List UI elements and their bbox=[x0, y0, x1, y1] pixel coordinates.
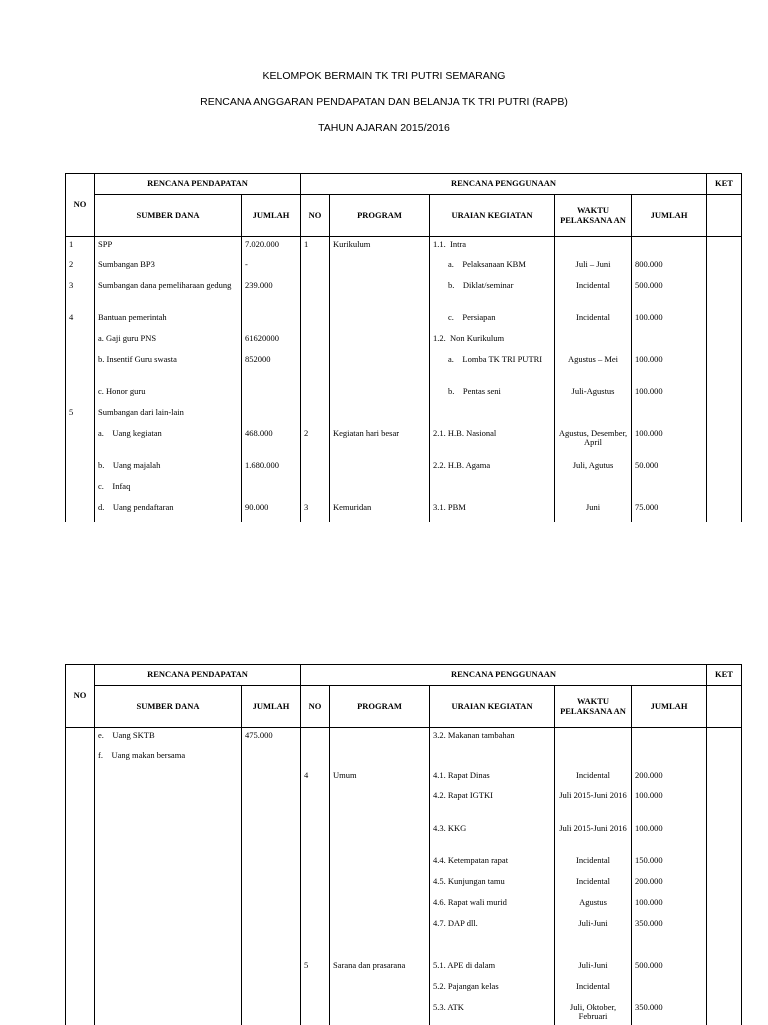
cell-no bbox=[66, 769, 95, 789]
cell-jumlah: 61620000 bbox=[242, 332, 301, 353]
cell-jumlah bbox=[242, 311, 301, 332]
cell-jumlah: 852000 bbox=[242, 353, 301, 385]
cell-jumlah: 90.000 bbox=[242, 501, 301, 522]
cell-ket bbox=[707, 427, 742, 459]
col-no-2: NO bbox=[301, 195, 330, 237]
cell-waktu-pelaksanaan: Juli 2015-Juni 2016 bbox=[555, 789, 632, 822]
cell-jumlah-penggunaan: 800.000 bbox=[632, 258, 707, 279]
cell-uraian-kegiatan: 1.2. Non Kurikulum bbox=[430, 332, 555, 353]
cell-waktu-pelaksanaan: Juli-Agustus bbox=[555, 385, 632, 406]
cell-jumlah bbox=[242, 769, 301, 789]
cell-ket bbox=[707, 406, 742, 427]
cell-program bbox=[330, 279, 430, 311]
cell-no: 2 bbox=[66, 258, 95, 279]
table-row bbox=[66, 406, 742, 427]
cell-uraian-kegiatan: 1.1. Intra bbox=[430, 237, 555, 258]
cell-jumlah: 475.000 bbox=[242, 728, 301, 749]
cell-sumber-dana bbox=[95, 875, 242, 896]
table-row bbox=[66, 427, 742, 459]
col-uraian-kegiatan: URAIAN KEGIATAN bbox=[430, 195, 555, 237]
cell-ket bbox=[707, 279, 742, 311]
cell-no: 3 bbox=[66, 279, 95, 311]
cell-uraian-kegiatan: 4.2. Rapat IGTKI bbox=[430, 789, 555, 822]
cell-jumlah bbox=[242, 959, 301, 980]
cell-jumlah bbox=[242, 980, 301, 1001]
col-no: NO bbox=[66, 174, 95, 237]
cell-uraian-kegiatan: 5.1. APE di dalam bbox=[430, 959, 555, 980]
cell-sumber-dana: b. Uang majalah bbox=[95, 459, 242, 480]
cell-program bbox=[330, 749, 430, 769]
cell-ket bbox=[707, 385, 742, 406]
cell-uraian-kegiatan: 4.5. Kunjungan tamu bbox=[430, 875, 555, 896]
cell-jumlah: - bbox=[242, 258, 301, 279]
cell-no-program bbox=[301, 749, 330, 769]
cell-jumlah-penggunaan bbox=[632, 980, 707, 1001]
cell-jumlah bbox=[242, 822, 301, 854]
cell-uraian-kegiatan: b. Pentas seni bbox=[430, 385, 555, 406]
cell-no-program: 5 bbox=[301, 959, 330, 980]
cell-ket bbox=[707, 311, 742, 332]
col-rencana-penggunaan: RENCANA PENGGUNAAN bbox=[301, 665, 707, 686]
cell-sumber-dana bbox=[95, 917, 242, 959]
cell-no bbox=[66, 789, 95, 822]
cell-sumber-dana: SPP bbox=[95, 237, 242, 258]
cell-uraian-kegiatan: 4.1. Rapat Dinas bbox=[430, 769, 555, 789]
cell-ket bbox=[707, 769, 742, 789]
cell-waktu-pelaksanaan bbox=[555, 237, 632, 258]
cell-jumlah-penggunaan: 50.000 bbox=[632, 459, 707, 480]
cell-waktu-pelaksanaan: Incidental bbox=[555, 875, 632, 896]
cell-jumlah-penggunaan: 200.000 bbox=[632, 769, 707, 789]
col-jumlah-2: JUMLAH bbox=[632, 195, 707, 237]
cell-no bbox=[66, 427, 95, 459]
cell-jumlah-penggunaan: 100.000 bbox=[632, 896, 707, 917]
cell-sumber-dana: a. Uang kegiatan bbox=[95, 427, 242, 459]
cell-sumber-dana bbox=[95, 769, 242, 789]
cell-program bbox=[330, 980, 430, 1001]
cell-ket bbox=[707, 332, 742, 353]
cell-jumlah bbox=[242, 1001, 301, 1025]
document-title-line2: RENCANA ANGGARAN PENDAPATAN DAN BELANJA TK TRI PUTRI (RAPB) bbox=[0, 96, 768, 108]
cell-sumber-dana bbox=[95, 980, 242, 1001]
cell-ket bbox=[707, 1001, 742, 1025]
cell-ket bbox=[707, 501, 742, 522]
table-row bbox=[66, 353, 742, 385]
cell-no-program bbox=[301, 459, 330, 480]
cell-no-program bbox=[301, 385, 330, 406]
table-row bbox=[66, 980, 742, 1001]
cell-no-program bbox=[301, 258, 330, 279]
cell-sumber-dana: b. Insentif Guru swasta bbox=[95, 353, 242, 385]
cell-ket bbox=[707, 875, 742, 896]
cell-ket bbox=[707, 896, 742, 917]
col-ket: KET bbox=[707, 174, 742, 195]
col-rencana-pendapatan: RENCANA PENDAPATAN bbox=[95, 665, 301, 686]
cell-waktu-pelaksanaan: Juli, Agutus bbox=[555, 459, 632, 480]
cell-waktu-pelaksanaan: Incidental bbox=[555, 980, 632, 1001]
cell-no bbox=[66, 353, 95, 385]
col-sumber-dana: SUMBER DANA bbox=[95, 686, 242, 728]
cell-no bbox=[66, 728, 95, 749]
cell-jumlah bbox=[242, 875, 301, 896]
cell-sumber-dana bbox=[95, 1001, 242, 1025]
cell-program bbox=[330, 353, 430, 385]
cell-waktu-pelaksanaan: Juli-Juni bbox=[555, 917, 632, 959]
document-title-line1: KELOMPOK BERMAIN TK TRI PUTRI SEMARANG bbox=[0, 70, 768, 82]
cell-program bbox=[330, 480, 430, 501]
cell-waktu-pelaksanaan bbox=[555, 749, 632, 769]
budget-table-page2 bbox=[65, 664, 742, 1025]
cell-program: Umum bbox=[330, 769, 430, 789]
cell-sumber-dana: c. Infaq bbox=[95, 480, 242, 501]
cell-no-program bbox=[301, 1001, 330, 1025]
cell-ket bbox=[707, 917, 742, 959]
cell-uraian-kegiatan: c. Persiapan bbox=[430, 311, 555, 332]
cell-jumlah-penggunaan bbox=[632, 749, 707, 769]
cell-ket bbox=[707, 353, 742, 385]
cell-uraian-kegiatan: 4.3. KKG bbox=[430, 822, 555, 854]
cell-no bbox=[66, 459, 95, 480]
cell-ket bbox=[707, 459, 742, 480]
cell-uraian-kegiatan: 3.2. Makanan tambahan bbox=[430, 728, 555, 749]
cell-jumlah bbox=[242, 385, 301, 406]
table-row bbox=[66, 749, 742, 769]
cell-jumlah-penggunaan bbox=[632, 728, 707, 749]
cell-uraian-kegiatan: 3.1. PBM bbox=[430, 501, 555, 522]
cell-ket bbox=[707, 237, 742, 258]
col-program: PROGRAM bbox=[330, 686, 430, 728]
cell-no bbox=[66, 980, 95, 1001]
table-row bbox=[66, 769, 742, 789]
cell-no-program bbox=[301, 480, 330, 501]
cell-no: 1 bbox=[66, 237, 95, 258]
cell-no bbox=[66, 385, 95, 406]
cell-sumber-dana bbox=[95, 959, 242, 980]
cell-program bbox=[330, 854, 430, 875]
cell-uraian-kegiatan: 2.1. H.B. Nasional bbox=[430, 427, 555, 459]
cell-ket bbox=[707, 980, 742, 1001]
cell-ket bbox=[707, 258, 742, 279]
cell-sumber-dana bbox=[95, 854, 242, 875]
cell-jumlah-penggunaan: 350.000 bbox=[632, 1001, 707, 1025]
col-program: PROGRAM bbox=[330, 195, 430, 237]
cell-no-program bbox=[301, 980, 330, 1001]
table-row bbox=[66, 917, 742, 959]
cell-jumlah-penggunaan: 100.000 bbox=[632, 311, 707, 332]
table-row bbox=[66, 258, 742, 279]
cell-ket bbox=[707, 789, 742, 822]
table-row bbox=[66, 728, 742, 749]
cell-program bbox=[330, 311, 430, 332]
cell-sumber-dana: f. Uang makan bersama bbox=[95, 749, 242, 769]
col-waktu-pelaksanaan: WAKTU PELAKSANA AN bbox=[555, 195, 632, 237]
cell-program bbox=[330, 789, 430, 822]
cell-ket bbox=[707, 854, 742, 875]
budget-table-page1 bbox=[65, 173, 742, 522]
cell-program bbox=[330, 332, 430, 353]
cell-waktu-pelaksanaan: Agustus – Mei bbox=[555, 353, 632, 385]
cell-waktu-pelaksanaan: Juni bbox=[555, 501, 632, 522]
cell-ket bbox=[707, 728, 742, 749]
cell-no-program bbox=[301, 854, 330, 875]
cell-jumlah-penggunaan bbox=[632, 332, 707, 353]
cell-sumber-dana bbox=[95, 822, 242, 854]
table-row bbox=[66, 1001, 742, 1025]
cell-uraian-kegiatan: 4.4. Ketempatan rapat bbox=[430, 854, 555, 875]
cell-no bbox=[66, 959, 95, 980]
cell-no bbox=[66, 480, 95, 501]
cell-program bbox=[330, 896, 430, 917]
cell-no-program bbox=[301, 896, 330, 917]
cell-no-program bbox=[301, 311, 330, 332]
cell-no-program: 1 bbox=[301, 237, 330, 258]
cell-program: Kurikulum bbox=[330, 237, 430, 258]
cell-no-program: 3 bbox=[301, 501, 330, 522]
cell-sumber-dana: a. Gaji guru PNS bbox=[95, 332, 242, 353]
cell-jumlah: 7.020.000 bbox=[242, 237, 301, 258]
cell-waktu-pelaksanaan: Incidental bbox=[555, 279, 632, 311]
cell-sumber-dana bbox=[95, 896, 242, 917]
cell-ket bbox=[707, 822, 742, 854]
cell-uraian-kegiatan bbox=[430, 749, 555, 769]
table-row bbox=[66, 237, 742, 258]
cell-no bbox=[66, 1001, 95, 1025]
cell-program: Kemuridan bbox=[330, 501, 430, 522]
cell-waktu-pelaksanaan: Juli-Juni bbox=[555, 959, 632, 980]
cell-program bbox=[330, 459, 430, 480]
cell-waktu-pelaksanaan bbox=[555, 728, 632, 749]
cell-program: Sarana dan prasarana bbox=[330, 959, 430, 980]
cell-waktu-pelaksanaan bbox=[555, 332, 632, 353]
cell-uraian-kegiatan: a. Pelaksanaan KBM bbox=[430, 258, 555, 279]
cell-jumlah-penggunaan: 100.000 bbox=[632, 353, 707, 385]
cell-jumlah-penggunaan bbox=[632, 480, 707, 501]
cell-no bbox=[66, 896, 95, 917]
cell-sumber-dana: Bantuan pemerintah bbox=[95, 311, 242, 332]
cell-no-program bbox=[301, 789, 330, 822]
cell-jumlah bbox=[242, 406, 301, 427]
cell-sumber-dana: Sumbangan BP3 bbox=[95, 258, 242, 279]
cell-waktu-pelaksanaan: Juli – Juni bbox=[555, 258, 632, 279]
cell-program bbox=[330, 875, 430, 896]
cell-ket bbox=[707, 480, 742, 501]
cell-jumlah-penggunaan: 100.000 bbox=[632, 822, 707, 854]
cell-no-program bbox=[301, 728, 330, 749]
cell-no-program: 2 bbox=[301, 427, 330, 459]
cell-no-program bbox=[301, 822, 330, 854]
cell-no bbox=[66, 501, 95, 522]
cell-no bbox=[66, 854, 95, 875]
cell-jumlah-penggunaan: 500.000 bbox=[632, 959, 707, 980]
cell-jumlah-penggunaan: 100.000 bbox=[632, 427, 707, 459]
cell-jumlah: 239.000 bbox=[242, 279, 301, 311]
cell-sumber-dana: c. Honor guru bbox=[95, 385, 242, 406]
col-no-2: NO bbox=[301, 686, 330, 728]
col-ket: KET bbox=[707, 665, 742, 686]
cell-no-program bbox=[301, 279, 330, 311]
col-jumlah: JUMLAH bbox=[242, 686, 301, 728]
cell-no-program bbox=[301, 332, 330, 353]
table-row bbox=[66, 279, 742, 311]
cell-uraian-kegiatan: b. Diklat/seminar bbox=[430, 279, 555, 311]
cell-no bbox=[66, 917, 95, 959]
cell-no bbox=[66, 822, 95, 854]
cell-jumlah: 1.680.000 bbox=[242, 459, 301, 480]
table-row bbox=[66, 789, 742, 822]
cell-no-program: 4 bbox=[301, 769, 330, 789]
cell-no: 5 bbox=[66, 406, 95, 427]
cell-uraian-kegiatan: 4.6. Rapat wali murid bbox=[430, 896, 555, 917]
table-row bbox=[66, 896, 742, 917]
cell-waktu-pelaksanaan: Agustus, Desember, April bbox=[555, 427, 632, 459]
cell-uraian-kegiatan: 2.2. H.B. Agama bbox=[430, 459, 555, 480]
col-sumber-dana: SUMBER DANA bbox=[95, 195, 242, 237]
cell-uraian-kegiatan: 5.3. ATK bbox=[430, 1001, 555, 1025]
table-row bbox=[66, 959, 742, 980]
cell-sumber-dana: Sumbangan dari lain-lain bbox=[95, 406, 242, 427]
cell-program bbox=[330, 822, 430, 854]
cell-waktu-pelaksanaan: Juli 2015-Juni 2016 bbox=[555, 822, 632, 854]
cell-jumlah bbox=[242, 896, 301, 917]
col-jumlah: JUMLAH bbox=[242, 195, 301, 237]
cell-jumlah: 468.000 bbox=[242, 427, 301, 459]
cell-no bbox=[66, 332, 95, 353]
cell-jumlah-penggunaan: 100.000 bbox=[632, 385, 707, 406]
cell-ket bbox=[707, 749, 742, 769]
col-waktu-pelaksanaan: WAKTU PELAKSANA AN bbox=[555, 686, 632, 728]
cell-program: Kegiatan hari besar bbox=[330, 427, 430, 459]
cell-no bbox=[66, 875, 95, 896]
cell-sumber-dana: Sumbangan dana pemeliharaan gedung bbox=[95, 279, 242, 311]
cell-jumlah-penggunaan: 500.000 bbox=[632, 279, 707, 311]
col-uraian-kegiatan: URAIAN KEGIATAN bbox=[430, 686, 555, 728]
cell-jumlah-penggunaan bbox=[632, 406, 707, 427]
table-row bbox=[66, 875, 742, 896]
col-ket-blank bbox=[707, 195, 742, 237]
table-row bbox=[66, 854, 742, 875]
cell-no-program bbox=[301, 353, 330, 385]
cell-waktu-pelaksanaan: Incidental bbox=[555, 311, 632, 332]
cell-waktu-pelaksanaan: Juli, Oktober, Februari bbox=[555, 1001, 632, 1025]
col-ket-blank bbox=[707, 686, 742, 728]
cell-waktu-pelaksanaan: Incidental bbox=[555, 769, 632, 789]
cell-jumlah-penggunaan: 350.000 bbox=[632, 917, 707, 959]
cell-jumlah-penggunaan: 75.000 bbox=[632, 501, 707, 522]
cell-sumber-dana: d. Uang pendaftaran bbox=[95, 501, 242, 522]
cell-program bbox=[330, 917, 430, 959]
cell-jumlah bbox=[242, 789, 301, 822]
cell-jumlah-penggunaan bbox=[632, 237, 707, 258]
col-rencana-penggunaan: RENCANA PENGGUNAAN bbox=[301, 174, 707, 195]
table-row bbox=[66, 822, 742, 854]
cell-uraian-kegiatan: 5.2. Pajangan kelas bbox=[430, 980, 555, 1001]
cell-no-program bbox=[301, 917, 330, 959]
table-row bbox=[66, 332, 742, 353]
table-row bbox=[66, 459, 742, 480]
cell-jumlah bbox=[242, 854, 301, 875]
cell-jumlah-penggunaan: 200.000 bbox=[632, 875, 707, 896]
table-row bbox=[66, 501, 742, 522]
cell-program bbox=[330, 728, 430, 749]
col-no: NO bbox=[66, 665, 95, 728]
cell-uraian-kegiatan bbox=[430, 406, 555, 427]
cell-waktu-pelaksanaan: Agustus bbox=[555, 896, 632, 917]
table-row bbox=[66, 480, 742, 501]
cell-program bbox=[330, 406, 430, 427]
cell-jumlah-penggunaan: 100.000 bbox=[632, 789, 707, 822]
cell-program bbox=[330, 385, 430, 406]
cell-jumlah bbox=[242, 749, 301, 769]
cell-jumlah bbox=[242, 480, 301, 501]
cell-uraian-kegiatan: 4.7. DAP dll. bbox=[430, 917, 555, 959]
cell-waktu-pelaksanaan bbox=[555, 406, 632, 427]
cell-sumber-dana: e. Uang SKTB bbox=[95, 728, 242, 749]
cell-no-program bbox=[301, 406, 330, 427]
cell-sumber-dana bbox=[95, 789, 242, 822]
table-row bbox=[66, 311, 742, 332]
cell-ket bbox=[707, 959, 742, 980]
col-rencana-pendapatan: RENCANA PENDAPATAN bbox=[95, 174, 301, 195]
cell-waktu-pelaksanaan bbox=[555, 480, 632, 501]
cell-uraian-kegiatan bbox=[430, 480, 555, 501]
cell-program bbox=[330, 1001, 430, 1025]
document-title-line3: TAHUN AJARAN 2015/2016 bbox=[0, 122, 768, 134]
cell-waktu-pelaksanaan: Incidental bbox=[555, 854, 632, 875]
cell-program bbox=[330, 258, 430, 279]
cell-no bbox=[66, 749, 95, 769]
table-row bbox=[66, 385, 742, 406]
cell-no-program bbox=[301, 875, 330, 896]
cell-no: 4 bbox=[66, 311, 95, 332]
cell-jumlah-penggunaan: 150.000 bbox=[632, 854, 707, 875]
cell-jumlah bbox=[242, 917, 301, 959]
cell-uraian-kegiatan: a. Lomba TK TRI PUTRI bbox=[430, 353, 555, 385]
col-jumlah-2: JUMLAH bbox=[632, 686, 707, 728]
